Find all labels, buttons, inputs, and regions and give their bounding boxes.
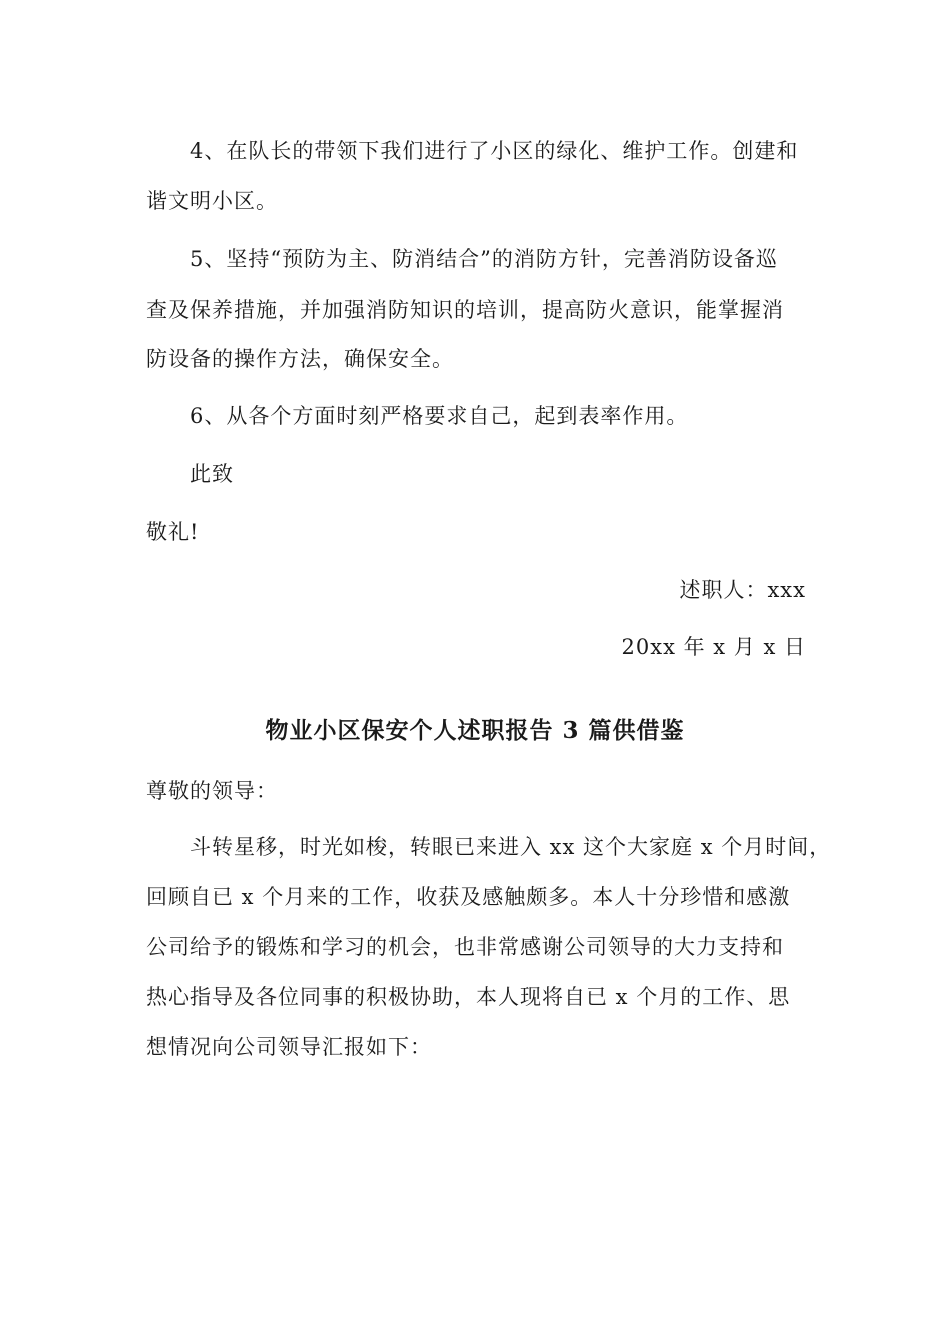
paragraph-line-1: 斗转星移，时光如梭，转眼已来进入 xx 这个大家庭 x 个月时间， xyxy=(190,835,832,859)
paragraph-line-4: 热心指导及各位同事的积极协助，本人现将自已 x 个月的工作、思 xyxy=(146,985,791,1009)
closing-salute: 敬礼! xyxy=(146,520,200,544)
document-title: 物业小区保安个人述职报告 3 篇供借鉴 xyxy=(265,717,685,744)
item-4-line-1: 4、在队长的带领下我们进行了小区的绿化、维护工作。创建和 xyxy=(190,139,799,163)
paragraph-line-3: 公司给予的锻炼和学习的机会，也非常感谢公司领导的大力支持和 xyxy=(146,935,784,959)
item-5-line-3: 防设备的操作方法，确保安全。 xyxy=(146,347,454,371)
date-line: 20xx 年 x 月 x 日 xyxy=(621,635,806,659)
closing-greeting: 此致 xyxy=(190,462,234,486)
item-5-line-2: 查及保养措施，并加强消防知识的培训，提高防火意识，能掌握消 xyxy=(146,298,784,322)
item-5-line-1: 5、坚持“预防为主、防消结合”的消防方针，完善消防设备巡 xyxy=(190,247,778,271)
item-6-line-1: 6、从各个方面时刻严格要求自己，起到表率作用。 xyxy=(190,404,689,428)
signer-line: 述职人：xxx xyxy=(679,578,806,602)
paragraph-line-2: 回顾自已 x 个月来的工作，收获及感触颇多。本人十分珍惜和感激 xyxy=(146,885,791,909)
salutation: 尊敬的领导： xyxy=(146,779,278,803)
paragraph-line-5: 想情况向公司领导汇报如下： xyxy=(146,1035,432,1059)
item-4-line-2: 谐文明小区。 xyxy=(146,189,278,213)
